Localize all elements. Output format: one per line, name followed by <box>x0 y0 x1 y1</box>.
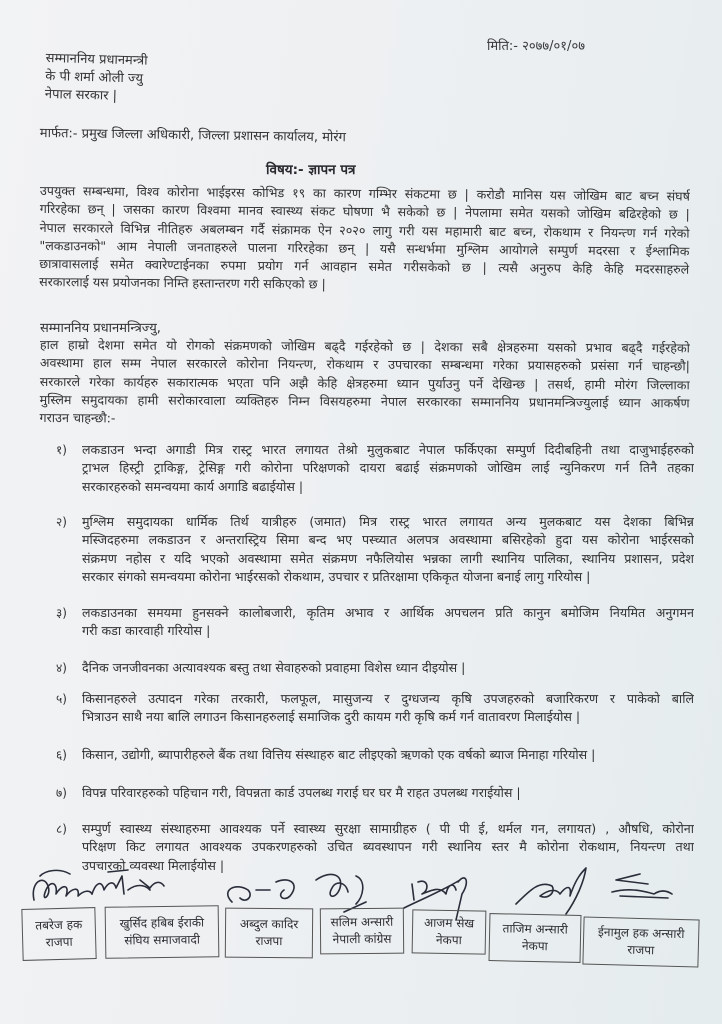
signature-section <box>0 860 722 1000</box>
item-number: १) <box>56 443 67 457</box>
signatory-party: राजपा <box>627 942 655 958</box>
paragraph-line: छात्रावासलाई समेत क्वारेण्टाईनका रुपमा प्रयोग गर्न आवहान समेत गरीसकेको छ | त्यसै अनुरुप केहि केहि मदरसाहरुले <box>39 256 690 277</box>
item-line: सरकार संगको समन्वयमा कोरोना भाईरसको रोकथाम, उपचार र प्रतिरक्षामा एकिकृत योजना बनाई लागु गरियोस | <box>82 568 591 584</box>
signatory-box-6 <box>489 913 582 963</box>
paragraph-line: गराउन चाहन्छौ:- <box>39 410 116 426</box>
item-number: ३) <box>56 606 67 620</box>
paragraph-line: मुस्लिम समुदायका हामी सरोकारवाला व्यक्तिहरु निम्न विसयहरुमा नेपाल सरकारका सम्माननिय प्रधानमन्त्रिज्युलाई ध्यान आकर्षण <box>39 391 690 411</box>
item-line: दैनिक जनजीवनका अत्यावश्यक बस्तु तथा सेवाहरुको प्रवाहमा विशेस ध्यान दीइयोस | <box>82 660 466 675</box>
via-line: मार्फत:- प्रमुख जिल्ला अधिकारी, जिल्ला प्रशासन कार्यालय, मोरंग <box>39 125 347 146</box>
subject-heading: विषय:- ज्ञापन पत्र <box>266 162 356 178</box>
signatory-party: नेपाली कांग्रेस <box>332 931 392 947</box>
paragraph-line: नेपाल सरकारले विभिन्न नीतिहरु अबलम्बन गर्दै संक्रामक ऐन २०२० लागु गरी यस महामारी बाट बच्न, रोकथाम र नियन्त्ण गर्न गरेको <box>39 219 690 241</box>
item-line: सरकारहरुको समन्वयमा कार्य अगाडि बढाईयोस | <box>82 478 304 494</box>
signatory-box-1 <box>21 907 96 961</box>
signatory-box-7 <box>582 916 699 967</box>
paragraph-line: सरकारले गरेका कार्यहरु सकारात्मक भएता पनि अझै केहि क्षेत्रहरुमा ध्यान पुर्याउनु पर्ने देखिन्छ | तसर्थ, हामी मोरंग जिल्लाका <box>39 373 690 392</box>
item-number: ७) <box>56 786 67 800</box>
signatory-box-3 <box>225 908 313 959</box>
item-line: उपचारको व्यवस्था मिलाईयोस | <box>82 857 225 873</box>
signatory-name: सलिम अन्सारी <box>330 914 394 930</box>
addressee-line: नेपाल सरकार | <box>44 86 118 104</box>
signatory-party: नेकपा <box>521 938 548 954</box>
signatory-party: राजपा <box>45 934 73 950</box>
item-line: किसानहरुले उत्पादन गरेका तरकारी, फलफूल, मासुजन्य र दुग्धजन्य कृषि उपजहरुको बजारिकरण र पाकेको बालि <box>82 691 694 706</box>
paragraph-line: "लकडाउनको" आम नेपाली जनताहरुले पालना गरिरहेका छन् | यसै सन्धर्भमा मुश्लिम आयोगले सम्पुर्ण मदरसा र ईश्लामिक <box>39 237 690 259</box>
item-number: २) <box>56 515 67 529</box>
item-number: ५) <box>56 692 67 706</box>
paragraph-line: गरिरहेका छन् | जसका कारण विश्वमा मानव स्वास्थ्य संकट घोषणा भै सकेको छ | नेपलामा समेत यसको जोखिम बढिरहेको छ | <box>39 201 690 222</box>
signatory-name: अब्दुल कादिर <box>239 916 299 932</box>
item-line: सम्पुर्ण स्वास्थ्य संस्थाहरुमा आवश्यक पर्ने स्वास्थ्य सुरक्षा सामाग्रीहरु ( पी पी ई, थर्मल गन, लगायत) , औषधि, कोरोना <box>82 821 694 836</box>
signatory-name: ताजिम अन्सारी <box>502 921 568 937</box>
item-line: मस्जिदहरुमा लकडाउन र अन्तरास्ट्रिय सिमा बन्द भए पस्च्यात अलपत्र अवस्थामा बसिरहेको हुदा यस कोरोना भाईरसको <box>82 532 694 548</box>
signatory-party: राजपा <box>255 933 283 949</box>
item-line: लकडाउन भन्दा अगाडी मित्र रास्ट्र भारत लगायत तेश्रो मुलुकबाट नेपाल फर्किएका सम्पुर्ण दिदीबहिनी तथा दाजुभाईहरुको <box>82 442 694 457</box>
item-line: ट्राभल हिस्ट्री ट्राकिङ्ग, ट्रेसिङ्ग गरी कोरोना परिक्षणको दायरा बढाई संक्रमणको जोखिम लाई न्युनिकरण गर्न तिनै तहका <box>82 460 694 476</box>
item-line: मुश्लिम समुदायका धार्मिक तिर्थ यात्रीहरु (जमात) मित्र रास्ट्र भारत लगायत अन्य मुलकबाट यस देशका बिभिन्न <box>82 514 694 529</box>
addressee-block <box>45 50 148 107</box>
item-number: ८) <box>56 822 67 836</box>
item-line: परिक्षण किट लगायत आवश्यक उपकरणहरुको उचित ब्यवस्थापन गरी स्थानिय स्तर मै कोरोना रोकथाम, नियन्त्ण तथा <box>82 839 694 855</box>
item-line: लकडाउनका समयमा हुनसक्ने कालोबजारी, कृतिम अभाव र आर्थिक अपचलन प्रति कानुन बमोजिम नियमित अनुगमन <box>82 605 694 620</box>
signatory-party: संघिय समाजवादी <box>124 932 201 948</box>
paragraph-line: सरकारलाई यस प्रयोजनका निम्ति हस्तान्तरण गरी सकिएको छ | <box>39 274 326 292</box>
signatory-box-5 <box>412 909 487 954</box>
addressee-line: सम्माननिय प्रधानमन्त्री <box>45 50 148 69</box>
salutation: सम्माननिय प्रधानमन्त्रिज्यु, <box>40 321 161 336</box>
signatory-box-4 <box>320 908 404 955</box>
date-label: मिति:- २०७७/०१/०७ <box>487 39 585 54</box>
item-line: किसान, उद्योगी, ब्यापारीहरुले बैंक तथा वित्तिय संस्थाहरु बाट लीइएको ऋणको एक वर्षको ब्याज मिनाहा गरियोस | <box>82 747 596 762</box>
signatory-name: ईनामुल हक अन्सारी <box>597 924 685 942</box>
item-number: ४) <box>56 661 67 675</box>
addressee-line: के पी शर्मा ओली ज्यु <box>45 68 144 87</box>
item-line: विपन्न परिवारहरुको पहिचान गरी, विपन्नता कार्ड उपलब्ध गराई घर घर मै राहत उपलब्ध गराईयोस | <box>82 785 521 800</box>
paragraph-line: हाल हाम्रो देशमा समेत यो रोगको संक्रमणको जोखिम बढ्दै गईरहेको छ | देशका सबै क्षेत्रहरुमा यसको प्रभाव बढ्दै गईरहेको <box>39 337 690 356</box>
paragraph-line: उपयुक्त सम्बन्धमा, विश्व कोरोना भाईइरस कोभिड १९ का कारण गम्भिर संकटमा छ | करोडौ मानिस यस जोखिम बाट बच्न संघर्ष <box>39 182 690 204</box>
intro-paragraph <box>39 182 690 297</box>
item-line: भित्राउन साथै नया बालि लगाउन किसानहरुलाई समाजिक दुरी कायम गरी कृषि कर्म गर्न वातावरण मिलाईयोस | <box>82 709 581 725</box>
paragraph-line: अवस्थामा हाल सम्म नेपाल सरकारले कोरोना नियन्त्ण, रोकथाम र उपचारका सम्बन्धमा गरेका प्रयासहरुको प्रसंसा गर्न चाहन्छौ| <box>39 355 690 374</box>
item-line: संक्रमण नहोस र यदि भएको अवस्थामा समेत संक्रमण नफैलियोस भन्नका लागी स्थानिय पालिका, स्थानिय प्रशासन, प्रदेश <box>82 550 694 566</box>
item-line: गरी कडा कारवाही गरियोस | <box>82 623 211 639</box>
signatory-name: आजम सेख <box>423 915 475 931</box>
item-number: ६) <box>56 748 67 762</box>
signatory-name: तबरेज हक <box>35 917 83 933</box>
signatory-party: नेकपा <box>435 932 462 948</box>
request-paragraph <box>40 336 690 431</box>
signatory-box-2 <box>105 905 220 959</box>
signatory-name: खुर्सिद हबिब ईराकी <box>119 915 205 931</box>
